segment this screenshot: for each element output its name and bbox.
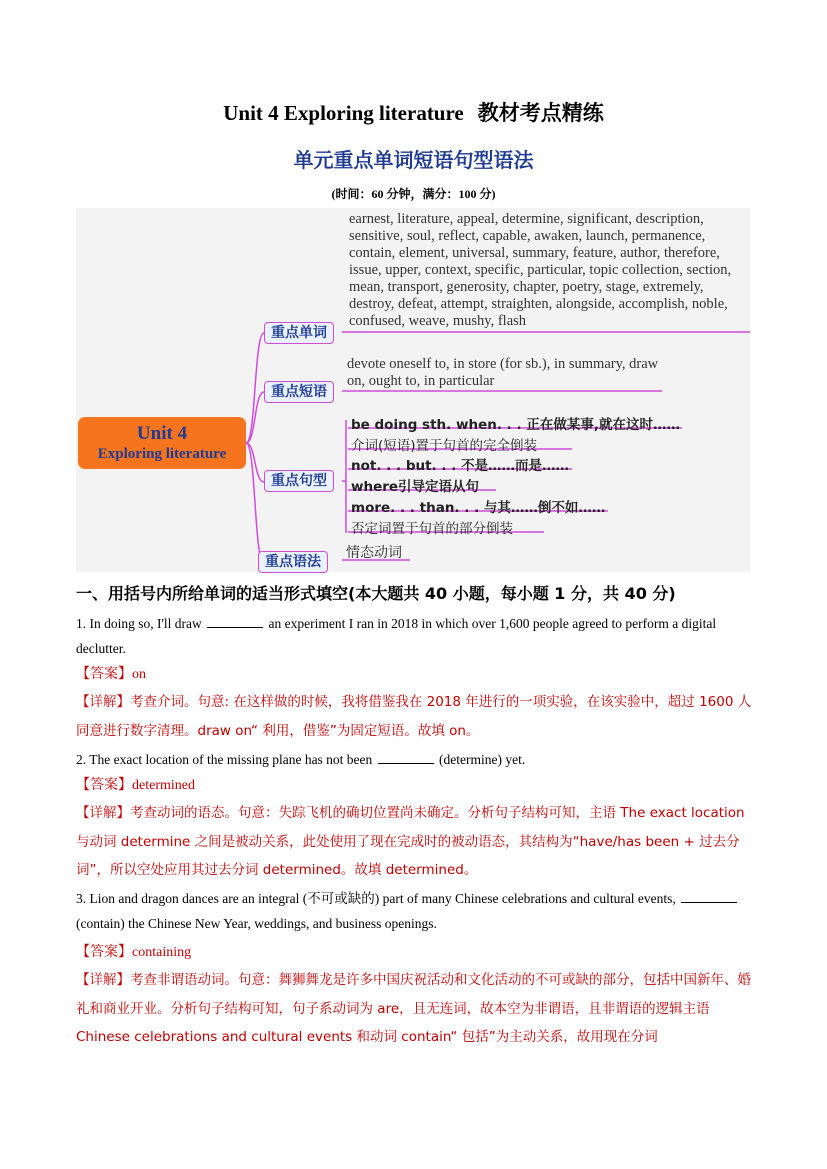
key-words-list: earnest, literature, appeal, determine, significant, description, sensitive, soul, reflect, capable, awaken, launch, permanence, contain, element, universal, summary, feature, author, therefore, issue, upper, context, specific, particular, topic collection, section, mean, transport, generosity, chapter, poetry, stage, extremely, destroy, defeat, attempt, straighten, alongside, accomplish, noble, confused, weave, mushy, flash [349, 211, 732, 329]
question-text-post: (contain) the Chinese New Year, weddings, and business openings. [76, 916, 437, 931]
category-key-words: 重点单词 [264, 322, 334, 344]
answer-tag: 【答案】 [76, 944, 132, 960]
answer-value: determined [132, 778, 195, 793]
pattern-item: where引导定语从句 [351, 479, 480, 495]
section-heading: 一、用括号内所给单词的适当形式填空(本大题共 40 小题，每小题 1 分，共 40 分) [76, 584, 676, 603]
question-text-post: (determine) yet. [439, 752, 526, 767]
answer-value: on [132, 667, 146, 682]
mind-map-root [78, 417, 246, 469]
page-subtitle: 单元重点单词短语句型语法 [293, 150, 534, 172]
question-2 [76, 747, 756, 772]
mind-map [76, 208, 750, 572]
answer-2 [76, 774, 195, 797]
category-key-phrases: 重点短语 [264, 381, 334, 403]
question-text-pre: 3. Lion and dragon dances are an integral (不可或缺的) part of many Chinese celebrations and cultural events, [76, 891, 676, 906]
title-english: Unit 4 Exploring literature [223, 101, 464, 125]
pattern-item: not. . . but. . . 不是……而是…… [351, 458, 570, 474]
pattern-item: 否定词置于句首的部分倒装 [351, 521, 513, 537]
question-text-pre: 2. The exact location of the missing plane has not been [76, 752, 373, 767]
title-chinese: 教材考点精练 [477, 101, 604, 125]
answer-1 [76, 663, 146, 686]
answer-blank [378, 762, 434, 764]
time-info: (时间：60 分钟，满分：100 分) [331, 187, 496, 201]
key-grammar-item: 情态动词 [346, 545, 402, 561]
answer-tag: 【答案】 [76, 777, 132, 793]
answer-blank [681, 901, 737, 903]
detail-2: 【详解】考查动词的语态。句意：失踪飞机的确切位置尚未确定。分析句子结构可知，主语 The exact location 与动词 determine 之间是被动关系，此处使用了现在完成时的被动语态，其结构为“have/has been + 过去分词”，所以空处应用其过去分词 determined。故填 determined。 [76, 805, 745, 878]
question-text-post: an experiment I ran in 2018 in which over 1,600 people agreed to perform a digital declutter. [76, 616, 717, 656]
answer-blank [207, 626, 263, 628]
category-key-grammar: 重点语法 [258, 551, 328, 573]
pattern-item: more. . . than. . . 与其……倒不如…… [351, 500, 606, 516]
detail-3: 【详解】考查非谓语动词。句意：舞狮舞龙是许多中国庆祝活动和文化活动的不可或缺的部分，包括中国新年、婚礼和商业开业。分析句子结构可知，句子系动词为 are，且无连词，故本空为非谓语，且非谓语的逻辑主语 Chinese celebrations and cultural events 和动词 contain“ 包括”为主动关系，故用现在分词 [76, 972, 751, 1045]
question-3 [76, 886, 756, 936]
answer-3 [76, 941, 191, 964]
root-line2: Exploring literature [97, 446, 227, 462]
question-1 [76, 611, 756, 661]
root-line1: Unit 4 [136, 423, 188, 444]
page-title [0, 97, 827, 127]
pattern-item: 介词(短语)置于句首的完全倒装 [351, 438, 538, 454]
answer-tag: 【答案】 [76, 666, 132, 682]
answer-value: containing [132, 945, 192, 960]
key-phrases-list: devote oneself to, in store (for sb.), in summary, draw on, ought to, in particular [347, 356, 659, 389]
pattern-item: be doing sth. when. . . 正在做某事,就在这时…… [351, 417, 680, 433]
category-key-patterns: 重点句型 [264, 470, 334, 492]
question-text-pre: 1. In doing so, I'll draw [76, 616, 202, 631]
detail-1: 【详解】考查介词。句意: 在这样做的时候，我将借鉴我在 2018 年进行的一项实验，在该实验中，超过 1600 人同意进行数字清理。draw on“ 利用，借鉴”为固定短语。故填 on。 [76, 694, 752, 739]
